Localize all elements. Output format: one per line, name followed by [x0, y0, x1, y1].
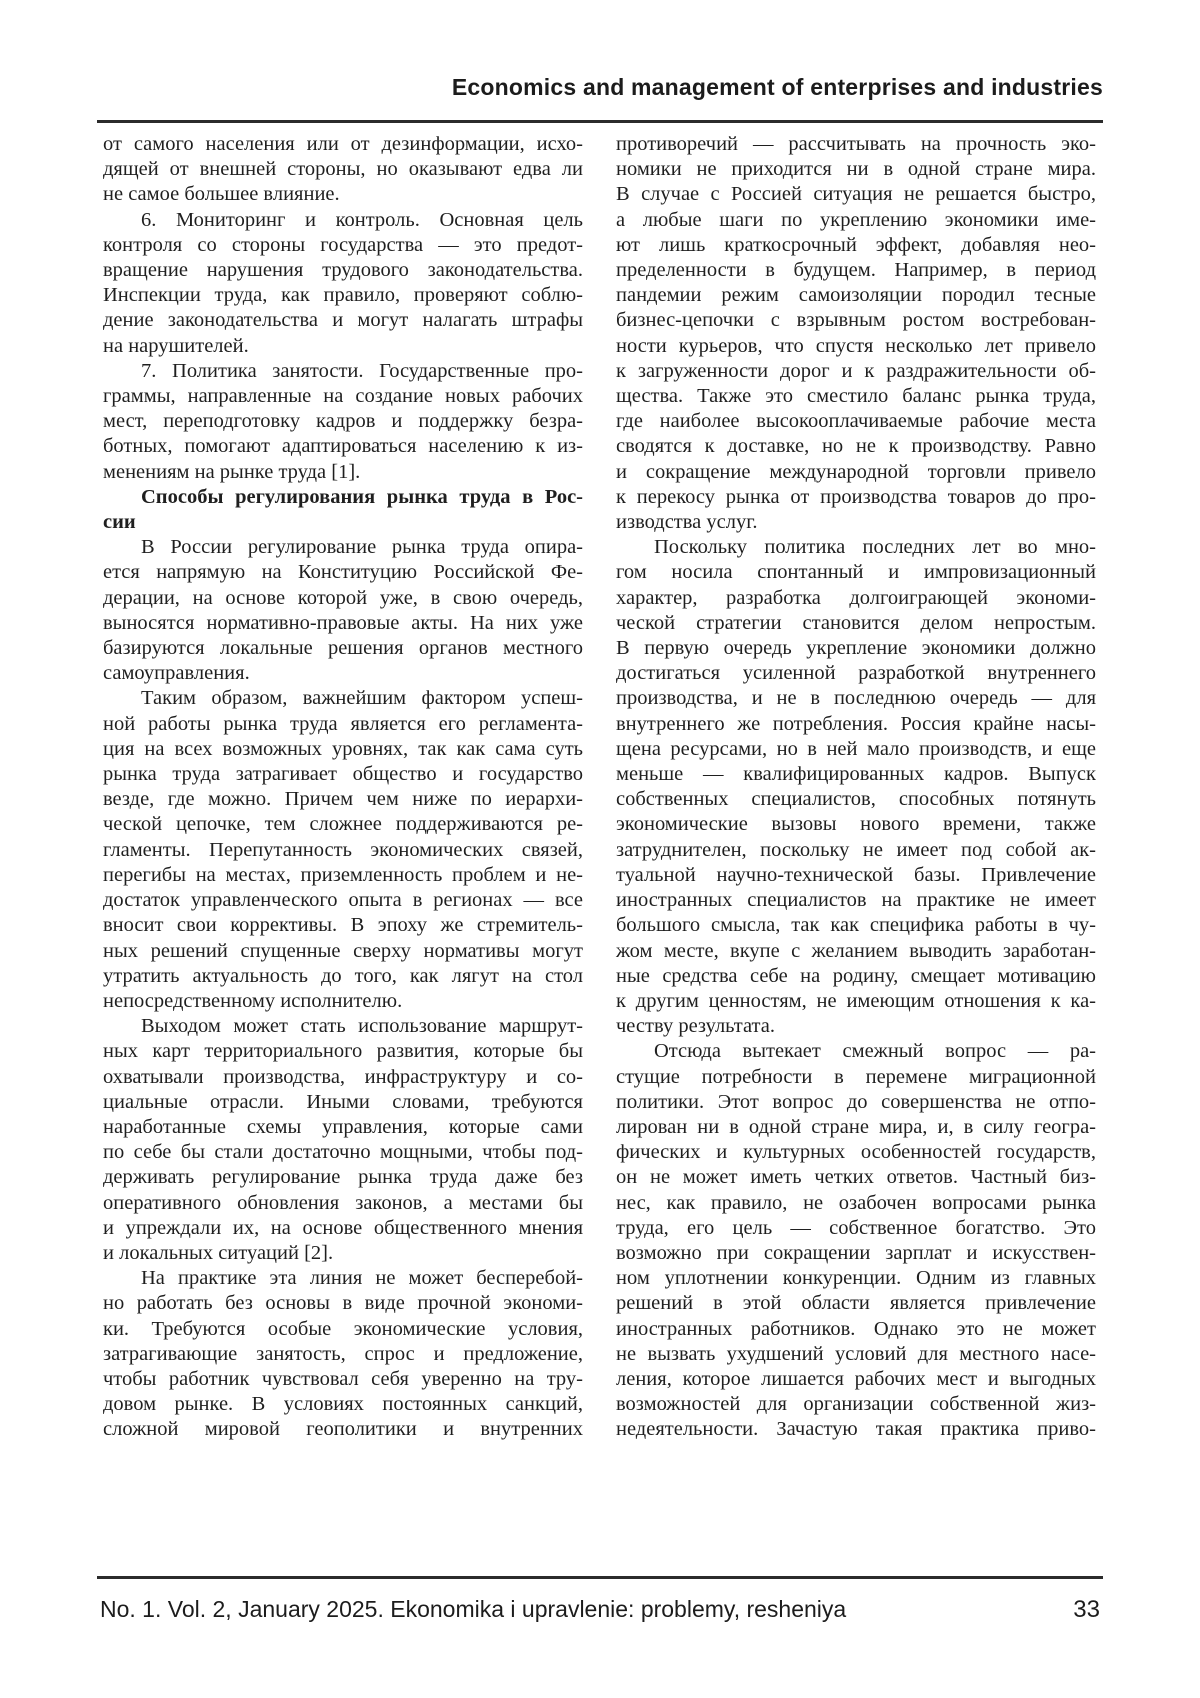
- text-line: базируются локальные решения органов местного: [103, 637, 583, 660]
- text-line: иностранных работников. Однако это не может: [616, 1317, 1096, 1340]
- text-line: ности курьеров, что спустя несколько лет привело: [616, 334, 1096, 357]
- text-line: ном уплотнении конкуренции. Одним из главных: [616, 1267, 1096, 1290]
- text-line: ные средства себе на родину, смещает мотивацию: [616, 964, 1096, 987]
- text-line: недеятельности. Зачастую такая практика приво-: [616, 1418, 1096, 1441]
- text-line: ления, которое лишается рабочих мест и выгодных: [616, 1367, 1096, 1390]
- text-line: большого смысла, так как специфика работы в чу-: [616, 914, 1096, 937]
- text-line: номики не приходится ни в одной стране мира.: [616, 158, 1096, 181]
- text-line: ботных, помогают адаптироваться населению к из-: [103, 435, 583, 458]
- text-line: нес, как правило, не озабочен вопросами рынка: [616, 1191, 1096, 1214]
- text-line: производства, и не в последнюю очередь — для: [616, 687, 1096, 710]
- text-line: В России регулирование рынка труда опира-: [141, 536, 583, 559]
- text-line: ных карт территориального развития, которые бы: [103, 1040, 583, 1063]
- text-line: Выходом может стать использование маршрут-: [141, 1015, 583, 1038]
- text-line: возможно при сокращении зарплат и искусствен-: [616, 1241, 1096, 1264]
- text-line: политики. Этот вопрос до совершенства не отпо-: [616, 1090, 1096, 1113]
- text-line: жом месте, вкупе с желанием выводить заработан-: [616, 939, 1096, 962]
- text-line: экономические вызовы нового времени, также: [616, 813, 1096, 836]
- text-line: от самого населения или от дезинформации, исхо-: [103, 133, 583, 155]
- text-line: Отсюда вытекает смежный вопрос — ра-: [654, 1040, 1096, 1063]
- footer-rule: [97, 1576, 1103, 1579]
- text-line: гом носила спонтанный и импровизационный: [616, 561, 1096, 584]
- text-line: решений в этой области является привлечение: [616, 1292, 1096, 1315]
- text-line: сложной мировой геополитики и внутренних: [103, 1418, 583, 1441]
- text-line: к перекосу рынка от производства товаров до про-: [616, 485, 1096, 508]
- text-line: лирован ни в одной стране мира, и, в силу геогра-: [616, 1115, 1096, 1138]
- text-line: граммы, направленные на создание новых рабочих: [103, 385, 583, 408]
- text-line: выносятся нормативно-правовые акты. На них уже: [103, 611, 583, 634]
- text-line: ют лишь краткосрочный эффект, добавляя нео-: [616, 233, 1096, 256]
- text-line: он не может иметь четких ответов. Частный биз-: [616, 1166, 1096, 1189]
- right-column: [616, 132, 1096, 1443]
- text-line: 7. Политика занятости. Государственные про-: [141, 359, 583, 382]
- text-line: меньше — квалифицированных кадров. Выпуск: [616, 763, 1096, 786]
- page-number: 33: [1073, 1596, 1100, 1623]
- text-line: Таким образом, важнейшим фактором успеш-: [141, 687, 583, 710]
- text-line: затруднителен, поскольку не имеет под собой ак-: [616, 838, 1096, 861]
- text-line: 6. Мониторинг и контроль. Основная цель: [141, 208, 583, 231]
- text-line: и сокращение международной торговли привело: [616, 460, 1096, 483]
- text-line: циальные отрасли. Иными словами, требуются: [103, 1090, 583, 1113]
- text-line: самоуправления.: [103, 662, 250, 685]
- text-line: ческой стратегии становится делом непростым.: [616, 611, 1096, 634]
- text-line: непосредственному исполнителю.: [103, 989, 403, 1012]
- text-line: утратить актуальность до того, как лягут на стол: [103, 964, 583, 987]
- text-line: Поскольку политика последних лет во мно-: [654, 536, 1096, 559]
- text-line: туальной научно-технической базы. Привлечение: [616, 863, 1096, 886]
- text-line: труда, его цель — собственное богатство. Это: [616, 1216, 1096, 1239]
- text-line: вращение нарушения трудового законодательства.: [103, 259, 583, 282]
- text-line: сводятся к доставке, но не к производству. Равно: [616, 435, 1096, 458]
- text-line: иностранных специалистов на практике не имеет: [616, 889, 1096, 912]
- footer-citation: No. 1. Vol. 2, January 2025. Ekonomika i upravlenie: problemy, resheniya: [100, 1596, 847, 1622]
- text-line: и упреждали их, на основе общественного мнения: [103, 1216, 583, 1239]
- text-line: не вызвать ухудшений условий для местного насе-: [616, 1342, 1096, 1365]
- article-body: [103, 132, 1097, 1443]
- text-line: сии: [103, 511, 136, 534]
- text-line: чтобы работник чувствовал себя уверенно на тру-: [103, 1367, 583, 1390]
- header-rule: [97, 120, 1103, 123]
- text-line: ция на всех возможных уровнях, так как сама суть: [103, 737, 583, 760]
- text-line: внутреннего же потребления. Россия крайне насы-: [616, 712, 1096, 735]
- text-line: В первую очередь укрепление экономики должно: [616, 637, 1096, 660]
- text-line: затрагивающие занятость, спрос и предложение,: [103, 1342, 583, 1365]
- text-line: бизнес-цепочки с взрывным ростом востребован-: [616, 309, 1096, 332]
- text-line: к другим ценностям, не имеющим отношения к ка-: [616, 989, 1096, 1012]
- text-line: фических и культурных особенностей государств,: [616, 1141, 1096, 1164]
- left-column: [103, 132, 583, 1443]
- text-line: к загруженности дорог и к раздражительности об-: [616, 359, 1096, 382]
- text-line: гламенты. Перепутанность экономических связей,: [103, 838, 583, 861]
- text-line: перегибы на местах, приземленность проблем и не-: [103, 863, 583, 886]
- text-line: пределенности в будущем. Например, в период: [616, 259, 1096, 282]
- text-line: ческой цепочке, тем сложнее поддерживаются ре-: [103, 813, 583, 836]
- text-line: достигаться усиленной разработкой внутреннего: [616, 662, 1096, 685]
- text-line: дерации, на основе которой уже, в свою очередь,: [103, 586, 583, 609]
- text-line: ной работы рынка труда является его регламента-: [103, 712, 583, 735]
- text-line: стущие потребности в перемене миграционной: [616, 1065, 1096, 1088]
- text-line: щена ресурсами, но в ней мало производств, и еще: [616, 737, 1096, 760]
- text-line: не самое большее влияние.: [103, 183, 340, 206]
- text-line: мест, переподготовку кадров и поддержку безра-: [103, 410, 583, 433]
- text-line: а любые шаги по укреплению экономики име-: [616, 208, 1096, 231]
- text-line: изводства услуг.: [616, 511, 758, 534]
- text-line: и локальных ситуаций [2].: [103, 1241, 334, 1264]
- text-line: На практике эта линия не может бесперебой-: [141, 1267, 583, 1290]
- text-line: охватывали производства, инфраструктуру и со-: [103, 1065, 583, 1088]
- text-line: оперативного обновления законов, а местами бы: [103, 1191, 583, 1214]
- text-line: характер, разработка долгоиграющей экономи-: [616, 586, 1096, 609]
- text-line: достаток управленческого опыта в регионах — все: [103, 889, 583, 912]
- text-line: наработанные схемы управления, которые сами: [103, 1115, 583, 1138]
- text-line: пандемии режим самоизоляции породил тесные: [616, 284, 1096, 307]
- text-line: честву результата.: [616, 1015, 775, 1038]
- text-line: ки. Требуются особые экономические условия,: [103, 1317, 583, 1340]
- text-line: где наиболее высокооплачиваемые рабочие места: [616, 410, 1096, 433]
- text-line: дение законодательства и могут налагать штрафы: [103, 309, 583, 332]
- text-line: Способы регулирования рынка труда в Рос-: [141, 485, 583, 508]
- text-line: держивать регулирование рынка труда даже без: [103, 1166, 583, 1189]
- page-footer: [100, 1596, 1100, 1624]
- text-line: щества. Также это сместило баланс рынка труда,: [616, 385, 1096, 408]
- text-line: контроля со стороны государства — это предот-: [103, 233, 583, 256]
- text-line: Инспекции труда, как правило, проверяют соблю-: [103, 284, 583, 307]
- running-head-title: Economics and management of enterprises and industries: [451, 74, 1103, 100]
- text-line: но работать без основы в виде прочной экономи-: [103, 1292, 583, 1315]
- text-line: на нарушителей.: [103, 334, 249, 357]
- text-line: возможностей для организации собственной жиз-: [616, 1393, 1096, 1416]
- text-line: собственных специалистов, способных потянуть: [616, 788, 1096, 811]
- text-line: дящей от внешней стороны, но оказывают едва ли: [103, 158, 583, 181]
- text-line: по себе бы стали достаточно мощными, чтобы под-: [103, 1141, 583, 1164]
- text-line: довом рынке. В условиях постоянных санкций,: [103, 1393, 583, 1416]
- text-line: В случае с Россией ситуация не решается быстро,: [616, 183, 1096, 206]
- text-line: ных решений спущенные сверху нормативы могут: [103, 939, 583, 962]
- text-line: рынка труда затрагивает общество и государство: [103, 763, 583, 786]
- text-line: везде, где можно. Причем чем ниже по иерархи-: [103, 788, 583, 811]
- text-line: менениям на рынке труда [1].: [103, 460, 361, 483]
- text-line: противоречий — рассчитывать на прочность эко-: [616, 133, 1096, 155]
- text-line: ется напрямую на Конституцию Российской Фе-: [103, 561, 583, 584]
- text-line: вносит свои коррективы. В эпоху же стремитель-: [103, 914, 583, 937]
